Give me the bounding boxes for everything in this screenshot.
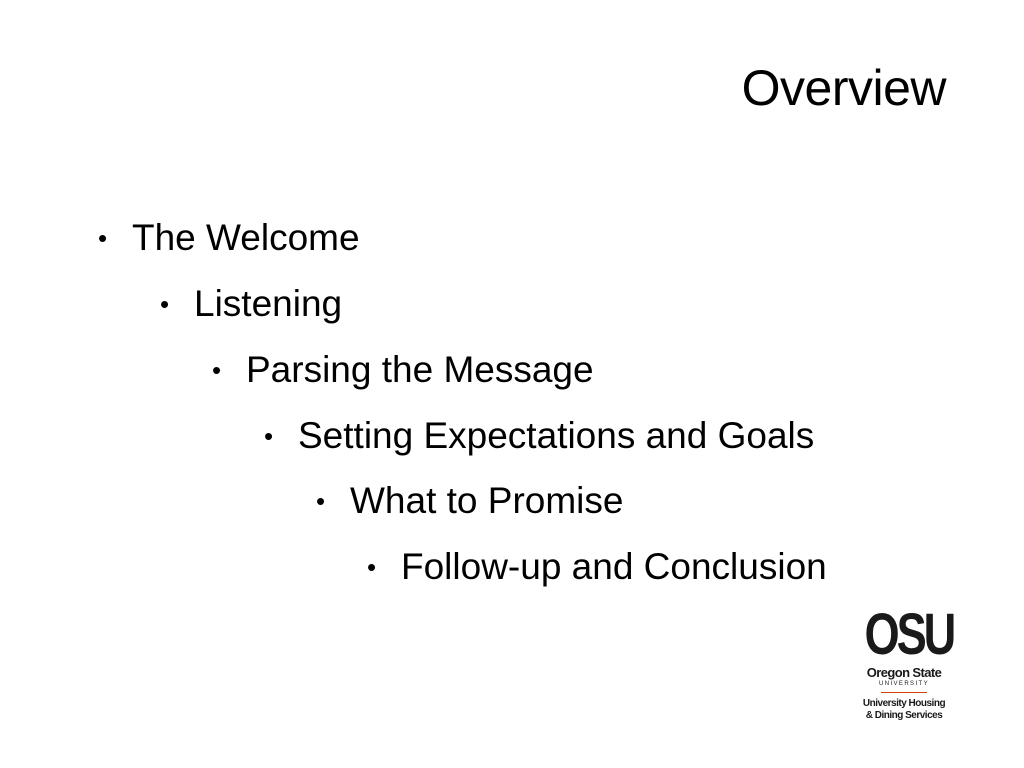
- bullet-icon: •: [367, 552, 377, 582]
- bullet-text: Setting Expectations and Goals: [298, 415, 815, 456]
- slide-title: Overview: [741, 60, 946, 116]
- logo-university-name: Oregon State: [866, 665, 942, 680]
- bullet-text: Listening: [194, 283, 343, 324]
- bullet-item-listening: [160, 282, 342, 326]
- bullet-text: Parsing the Message: [246, 349, 594, 390]
- osu-logo: [858, 602, 954, 722]
- bullet-item-parsing: [212, 348, 594, 392]
- logo-mark: OSU: [864, 602, 954, 667]
- bullet-icon: •: [212, 355, 222, 385]
- bullet-item-promise: [316, 479, 623, 523]
- bullet-item-followup: [367, 545, 827, 589]
- bullet-item-welcome: [98, 216, 360, 260]
- bullet-icon: •: [160, 289, 170, 319]
- bullet-text: The Welcome: [132, 217, 360, 258]
- logo-department-line2: & Dining Services: [865, 710, 943, 721]
- bullet-item-expectations: [264, 414, 814, 458]
- logo-department-line1: University Housing: [862, 698, 946, 709]
- logo-university-label: UNIVERSITY: [878, 681, 929, 687]
- bullet-icon: •: [316, 486, 326, 516]
- bullet-icon: •: [98, 223, 108, 253]
- bullet-text: What to Promise: [350, 480, 624, 521]
- bullet-text: Follow-up and Conclusion: [401, 546, 827, 587]
- bullet-icon: •: [264, 421, 274, 451]
- logo-divider: [881, 692, 927, 693]
